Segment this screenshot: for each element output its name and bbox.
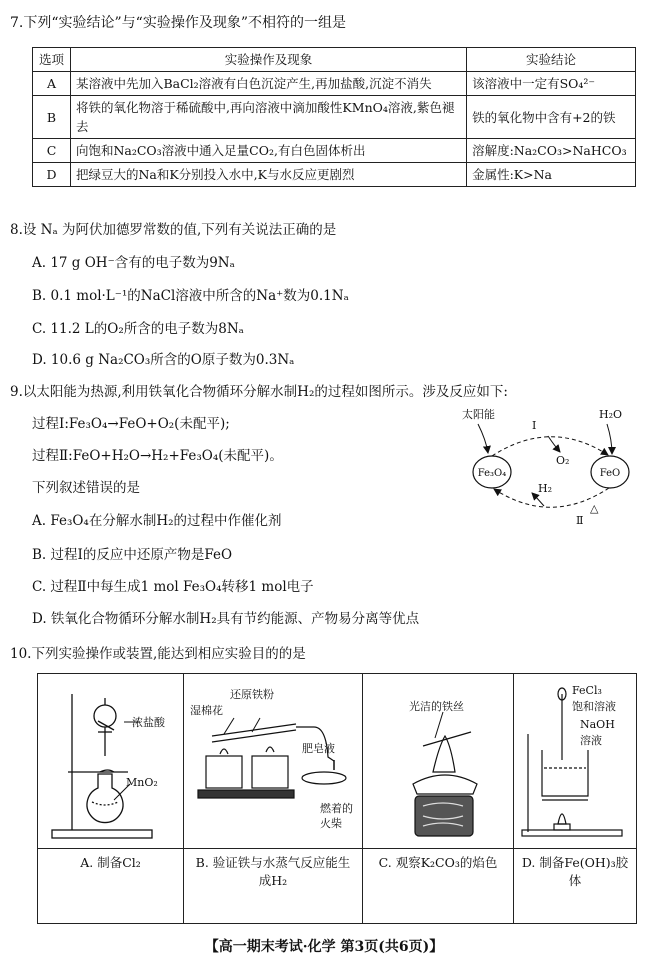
caption-a: A. 制备Cl₂ xyxy=(80,855,141,870)
o2-label: O₂ xyxy=(556,454,570,467)
q9-process-2: 过程Ⅱ:FeO+H₂O→H₂+Fe₃O₄(未配平)。 xyxy=(32,448,283,464)
apparatus-cell-a xyxy=(38,674,184,923)
q10-stem: 10.下列实验操作或装置,能达到相应实验目的的是 xyxy=(10,646,306,662)
water-label: H₂O xyxy=(599,408,623,421)
operation-cell: 把绿豆大的Na和K分别投入水中,K与水反应更剧烈 xyxy=(70,163,466,187)
label-saturated-solution: 饱和溶液 xyxy=(572,700,616,713)
option-cell: D xyxy=(33,163,71,187)
label-soap-solution: 肥皂液 xyxy=(302,742,335,755)
label-wet-cotton: 湿棉花 xyxy=(190,704,223,717)
label-iron-powder: 还原铁粉 xyxy=(230,688,274,701)
apparatus-cell-d xyxy=(514,674,636,923)
q9-lead: 下列叙述错误的是 xyxy=(32,480,140,496)
caption-b: B. 验证铁与水蒸气反应能生成H₂ xyxy=(195,855,351,888)
conclusion-cell: 该溶液中一定有SO₄²⁻ xyxy=(467,72,636,96)
column-header: 选项 xyxy=(33,48,71,72)
q9-option-a: A. Fe₃O₄在分解水制H₂的过程中作催化剂 xyxy=(32,513,282,529)
column-header: 实验结论 xyxy=(467,48,636,72)
q9-stem: 9.以太阳能为热源,利用铁氧化合物循环分解水制H₂的过程如图所示。涉及反应如下: xyxy=(10,384,508,400)
cl2-apparatus-drawing xyxy=(38,674,184,846)
column-header: 实验操作及现象 xyxy=(70,48,466,72)
q9-option-b: B. 过程Ⅰ的反应中还原产物是FeO xyxy=(32,547,233,563)
process-2-label: Ⅱ xyxy=(576,514,584,527)
heat-label: △ xyxy=(590,502,599,515)
conclusion-cell: 铁的氧化物中含有+2的铁 xyxy=(467,96,636,139)
water-arrow xyxy=(607,424,612,454)
q9-process-1: 过程Ⅰ:Fe₃O₄→FeO+O₂(未配平); xyxy=(32,416,230,432)
q8-option-d: D. 10.6 g Na₂CO₃所含的O原子数为0.3Nₐ xyxy=(32,352,295,368)
q9-option-c: C. 过程Ⅱ中每生成1 mol Fe₃O₄转移1 mol电子 xyxy=(32,579,314,595)
label-mno2: MnO₂ xyxy=(126,776,158,789)
conclusion-cell: 金属性:K>Na xyxy=(467,163,636,187)
option-cell: A xyxy=(33,72,71,96)
apparatus-cell-b xyxy=(184,674,363,923)
operation-cell: 向饱和Na₂CO₃溶液中通入足量CO₂,有白色固体析出 xyxy=(70,139,466,163)
caption-d: D. 制备Fe(OH)₃胶体 xyxy=(521,855,629,888)
sun-label: 太阳能 xyxy=(462,408,495,421)
operation-cell: 将铁的氧化物溶于稀硫酸中,再向溶液中滴加酸性KMnO₄溶液,紫色褪去 xyxy=(70,96,466,139)
table-row xyxy=(33,163,636,187)
feo-label: FeO xyxy=(599,468,621,479)
label-conc-hcl: 浓盐酸 xyxy=(132,716,165,729)
q8-option-a: A. 17 g OH⁻含有的电子数为9Nₐ xyxy=(32,255,235,271)
table-row xyxy=(33,72,636,96)
option-cell: C xyxy=(33,139,71,163)
operation-cell: 某溶液中先加入BaCl₂溶液有白色沉淀产生,再加盐酸,沉淀不消失 xyxy=(70,72,466,96)
label-fecl3: FeCl₃ xyxy=(572,684,602,697)
page-footer: 【高一期末考试·化学 第3页(共6页)】 xyxy=(204,939,444,955)
label-solution: 溶液 xyxy=(580,734,602,747)
q8-option-b: B. 0.1 mol·L⁻¹的NaCl溶液中所含的Na⁺数为0.1Nₐ xyxy=(32,288,349,304)
q10-apparatus-table xyxy=(37,673,637,924)
apparatus-cell-c xyxy=(363,674,514,923)
q8-option-c: C. 11.2 L的O₂所含的电子数为8Nₐ xyxy=(32,321,244,337)
h2-label: H₂ xyxy=(538,482,553,495)
label-match: 火柴 xyxy=(320,817,342,830)
caption-c: C. 观察K₂CO₃的焰色 xyxy=(378,855,498,870)
label-clean-iron-wire: 光洁的铁丝 xyxy=(409,700,464,713)
q7-stem: 7.下列“实验结论”与“实验操作及现象”不相符的一组是 xyxy=(10,15,346,31)
q7-table xyxy=(32,47,636,187)
conclusion-cell: 溶解度:Na₂CO₃>NaHCO₃ xyxy=(467,139,636,163)
q8-stem: 8.设 Nₐ 为阿伏加德罗常数的值,下列有关说法正确的是 xyxy=(10,222,337,238)
table-row xyxy=(33,96,636,139)
o2-arrow xyxy=(548,436,560,452)
sun-arrow xyxy=(478,424,488,453)
fe3o4-label: Fe₃O₄ xyxy=(477,468,507,479)
q9-option-d: D. 铁氧化合物循环分解水制H₂具有节约能源、产物易分离等优点 xyxy=(32,611,420,627)
q9-cycle-diagram xyxy=(452,400,642,530)
table-row xyxy=(33,139,636,163)
label-naoh: NaOH xyxy=(580,718,615,731)
table-header-row xyxy=(33,48,636,72)
process-1-label: Ⅰ xyxy=(532,419,537,432)
option-cell: B xyxy=(33,96,71,139)
label-burning: 燃着的 xyxy=(320,802,353,815)
